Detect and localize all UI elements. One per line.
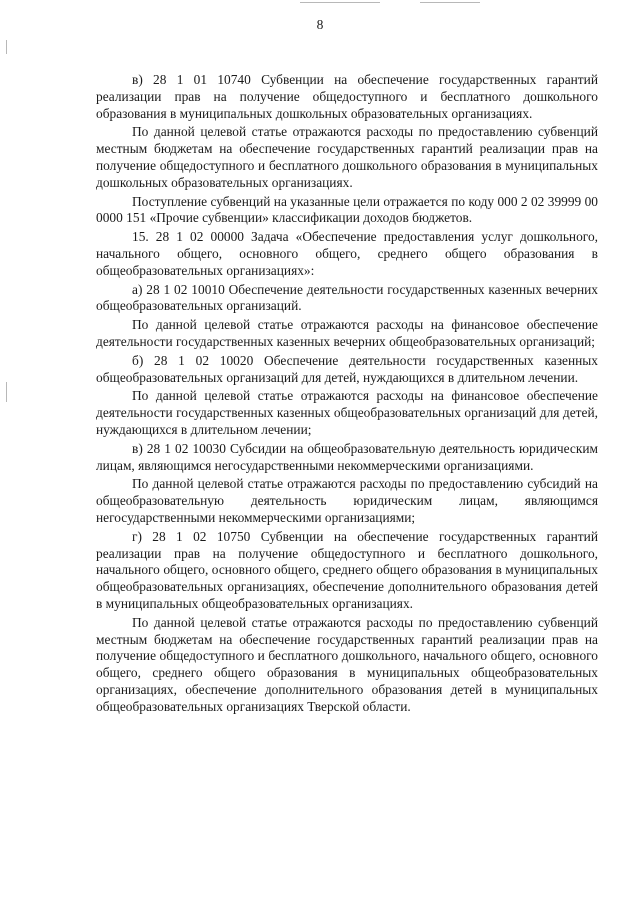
paragraph: в) 28 1 01 10740 Субвенции на обеспечение государственных гарантий реализации прав на получение общедоступного и бесплатного дошкольного образования в муниципальных дошкольных образовательных организациях. <box>96 72 598 121</box>
page-number: 8 <box>316 17 324 32</box>
paragraph: По данной целевой статье отражаются расходы по предоставлению субвенций местным бюджетам на обеспечение государственных гарантий реализации прав на получение общедоступного и бесплатного дошкольного образования в муниципальных дошкольных образовательных организациях. <box>96 124 598 190</box>
document-body <box>96 72 598 717</box>
scan-artifact <box>420 2 480 3</box>
paragraph: б) 28 1 02 10020 Обеспечение деятельности государственных казенных общеобразовательных организаций для детей, нуждающихся в длительном лечении. <box>96 352 598 385</box>
paragraph: в) 28 1 02 10030 Субсидии на общеобразовательную деятельность юридическим лицам, являющимся негосударственными некоммерческими организациями. <box>96 440 598 473</box>
scan-artifact <box>300 2 380 3</box>
paragraph: По данной целевой статье отражаются расходы по предоставлению субсидий на общеобразовательную деятельность юридическим лицам, являющимся негосударственными некоммерческими организациями; <box>96 476 598 525</box>
paragraph: По данной целевой статье отражаются расходы на финансовое обеспечение деятельности государственных казенных вечерних общеобразовательных организаций; <box>96 317 598 349</box>
paragraph: По данной целевой статье отражаются расходы на финансовое обеспечение деятельности государственных казенных общеобразовательных организаций для детей, нуждающихся в длительном лечении; <box>96 388 598 437</box>
paragraph: 15. 28 1 02 00000 Задача «Обеспечение предоставления услуг дошкольного, начального общего, основного общего, среднего общего образования в общеобразовательных организациях»: <box>96 229 598 278</box>
paragraph: Поступление субвенций на указанные цели отражается по коду 000 2 02 39999 00 0000 151 «Прочие субвенции» классификации доходов бюджетов. <box>96 193 598 226</box>
paragraph: а) 28 1 02 10010 Обеспечение деятельности государственных казенных вечерних общеобразовательных организаций. <box>96 281 598 314</box>
scan-artifact <box>6 40 7 54</box>
paragraph: По данной целевой статье отражаются расходы по предоставлению субвенций местным бюджетам на обеспечение государственных гарантий реализации прав на получение общедоступного и бесплатного дошкольного, начального общего, основного общего, среднего общего образования в муниципальных общеобразовательных организациях, обеспечение дополнительного образования детей в муниципальных общеобразовательных организациях Тверской области. <box>96 614 598 714</box>
scan-artifact <box>6 382 7 402</box>
paragraph: г) 28 1 02 10750 Субвенции на обеспечение государственных гарантий реализации прав на получение общедоступного и бесплатного дошкольного, начального общего, основного общего, среднего общего образования в муниципальных общеобразовательных организациях, обеспечение дополнительного образования детей в муниципальных общеобразовательных организациях. <box>96 528 598 611</box>
